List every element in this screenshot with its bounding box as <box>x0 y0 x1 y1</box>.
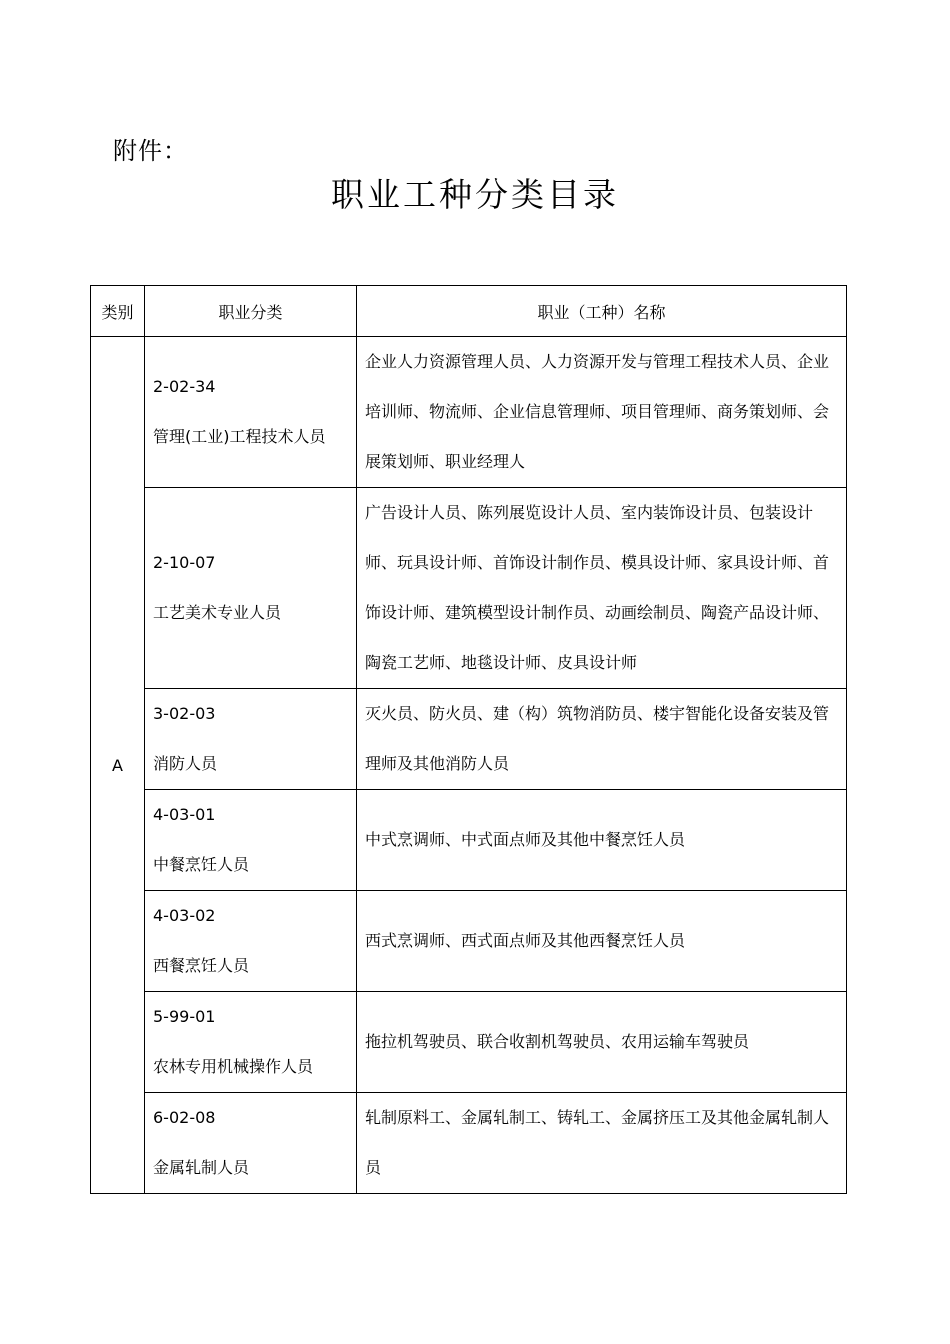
classification-code: 5-99-01 <box>153 1007 216 1026</box>
classification-cell <box>145 891 357 992</box>
classification-cell <box>145 488 357 689</box>
occupation-names-cell: 轧制原料工、金属轧制工、铸轧工、金属挤压工及其他金属轧制人员 <box>357 1093 847 1194</box>
classification-code: 3-02-03 <box>153 704 216 723</box>
classification-cell <box>145 790 357 891</box>
table-row <box>91 992 847 1093</box>
occupation-names-cell: 企业人力资源管理人员、人力资源开发与管理工程技术人员、企业培训师、物流师、企业信息管理师、项目管理师、商务策划师、会展策划师、职业经理人 <box>357 337 847 488</box>
classification-code: 2-10-07 <box>153 553 216 572</box>
classification-name: 消防人员 <box>153 754 218 773</box>
header-classification: 职业分类 <box>145 286 357 337</box>
header-category: 类别 <box>91 286 145 337</box>
classification-cell <box>145 689 357 790</box>
classification-cell <box>145 337 357 488</box>
occupation-names-cell: 中式烹调师、中式面点师及其他中餐烹饪人员 <box>357 790 847 891</box>
classification-code: 2-02-34 <box>153 377 216 396</box>
classification-name: 中餐烹饪人员 <box>153 855 250 874</box>
classification-code: 6-02-08 <box>153 1108 216 1127</box>
table-row <box>91 689 847 790</box>
header-occupation-names: 职业（工种）名称 <box>357 286 847 337</box>
table-row <box>91 337 847 488</box>
classification-cell <box>145 1093 357 1194</box>
table-row <box>91 488 847 689</box>
classification-cell <box>145 992 357 1093</box>
classification-name: 管理(工业)工程技术人员 <box>153 427 326 446</box>
category-cell: A <box>91 337 145 1194</box>
classification-code: 4-03-02 <box>153 906 216 925</box>
document-title: 职业工种分类目录 <box>331 175 619 214</box>
table-row <box>91 891 847 992</box>
occupation-names-cell: 广告设计人员、陈列展览设计人员、室内装饰设计员、包装设计师、玩具设计师、首饰设计制作员、模具设计师、家具设计师、首饰设计师、建筑模型设计制作员、动画绘制员、陶瓷产品设计师、陶瓷工艺师、地毯设计师、皮具设计师 <box>357 488 847 689</box>
classification-name: 西餐烹饪人员 <box>153 956 250 975</box>
occupation-names-cell: 西式烹调师、西式面点师及其他西餐烹饪人员 <box>357 891 847 992</box>
table-row <box>91 790 847 891</box>
table-row <box>91 1093 847 1194</box>
classification-name: 工艺美术专业人员 <box>153 603 282 622</box>
attachment-label: 附件： <box>113 137 188 165</box>
occupation-table <box>90 285 847 1194</box>
classification-code: 4-03-01 <box>153 805 216 824</box>
occupation-names-cell: 灭火员、防火员、建（构）筑物消防员、楼宇智能化设备安装及管理师及其他消防人员 <box>357 689 847 790</box>
classification-name: 金属轧制人员 <box>153 1158 250 1177</box>
occupation-names-cell: 拖拉机驾驶员、联合收割机驾驶员、农用运输车驾驶员 <box>357 992 847 1093</box>
classification-name: 农林专用机械操作人员 <box>153 1057 314 1076</box>
table-header-row <box>91 286 847 337</box>
